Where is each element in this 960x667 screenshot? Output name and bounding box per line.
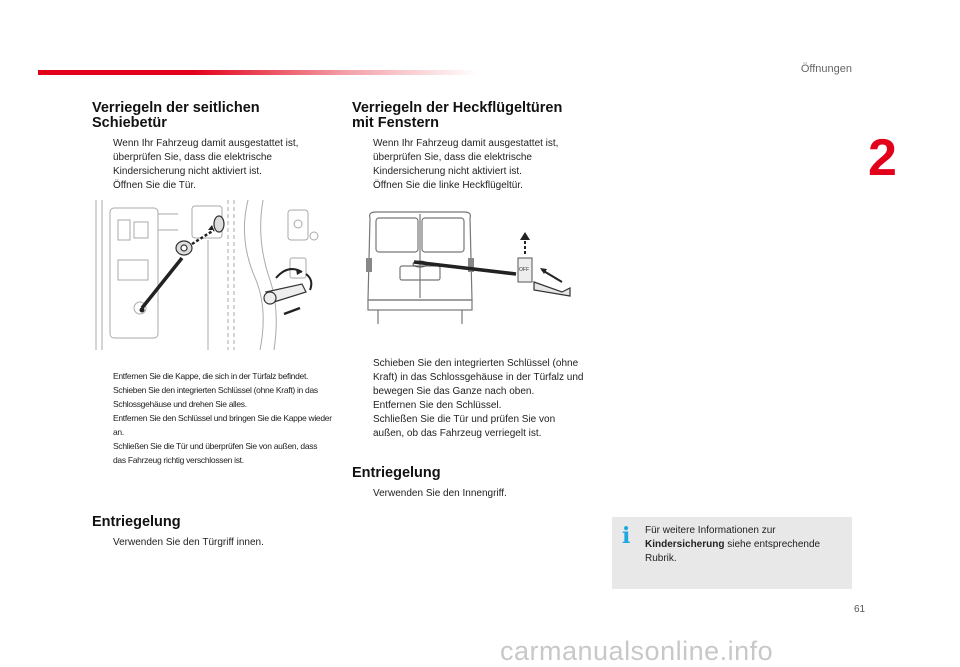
- list-item: Entfernen Sie die Kappe, die sich in der Türfalz befindet.: [113, 371, 309, 381]
- right-title-line1: Verriegeln der Heckflügeltüren: [352, 100, 563, 116]
- page-number: 61: [854, 604, 866, 615]
- sliding-door-lock-illustration: [88, 200, 330, 350]
- left-bullets-2: [92, 369, 332, 467]
- list-item: Öffnen Sie die linke Heckflügeltür.: [373, 180, 523, 191]
- header-red-bar: [38, 70, 478, 75]
- right-unlock-heading: Entriegelung: [352, 465, 441, 481]
- info-box: [612, 517, 852, 589]
- right-title-line2: mit Fenstern: [352, 115, 440, 131]
- off-label: OFF: [519, 267, 529, 273]
- right-bullets-2: [352, 357, 588, 441]
- left-section-heading: [92, 101, 332, 131]
- right-bullets-1: [352, 137, 584, 193]
- info-icon: i: [622, 523, 631, 549]
- list-item: Verwenden Sie den Innengriff.: [373, 488, 507, 499]
- watermark: carmanualsonline.info: [500, 636, 774, 666]
- right-unlock-bullets: [352, 487, 584, 501]
- left-unlock-heading: Entriegelung: [92, 514, 181, 530]
- list-item: Schließen Sie die Tür und überprüfen Sie von außen, dass das Fahrzeug richtig verschlossen ist.: [113, 441, 318, 465]
- list-item: Schieben Sie den integrierten Schlüssel (ohne Kraft) in das Schlossgehäuse und drehen Sie alles.: [113, 385, 318, 409]
- left-unlock-bullets: [92, 536, 324, 550]
- rear-doors-lock-illustration: [356, 208, 588, 328]
- list-item: Wenn Ihr Fahrzeug damit ausgestattet ist, überprüfen Sie, dass die elektrische Kindersicherung nicht aktiviert ist.: [373, 138, 559, 177]
- list-item: Verwenden Sie den Türgriff innen.: [113, 537, 264, 548]
- left-title-line1: Verriegeln der seitlichen: [92, 100, 260, 116]
- left-bullets-1: [92, 137, 324, 193]
- left-title-line2: Schiebetür: [92, 115, 167, 131]
- list-item: Entfernen Sie den Schlüssel und bringen Sie die Kappe wieder an.: [113, 413, 332, 437]
- list-item: Schieben Sie den integrierten Schlüssel (ohne Kraft) in das Schlossgehäuse in der Türfalz und bewegen Sie das Ganze nach oben.: [373, 358, 584, 397]
- list-item: Öffnen Sie die Tür.: [113, 180, 197, 191]
- list-item: Entfernen Sie den Schlüssel.: [373, 400, 502, 411]
- info-bold-term: Kindersicherung: [645, 539, 725, 550]
- list-item: Schließen Sie die Tür und prüfen Sie von außen, ob das Fahrzeug verriegelt ist.: [373, 414, 556, 439]
- chapter-title: Öffnungen: [800, 63, 852, 75]
- list-item: Wenn Ihr Fahrzeug damit ausgestattet ist, überprüfen Sie, dass die elektrische Kindersicherung nicht aktiviert ist.: [113, 138, 299, 177]
- info-text: Für weitere Informationen zur Kindersicherung siehe entsprechende Rubrik.: [645, 525, 821, 564]
- right-section-heading: [352, 101, 602, 131]
- chapter-number: 2: [868, 129, 897, 187]
